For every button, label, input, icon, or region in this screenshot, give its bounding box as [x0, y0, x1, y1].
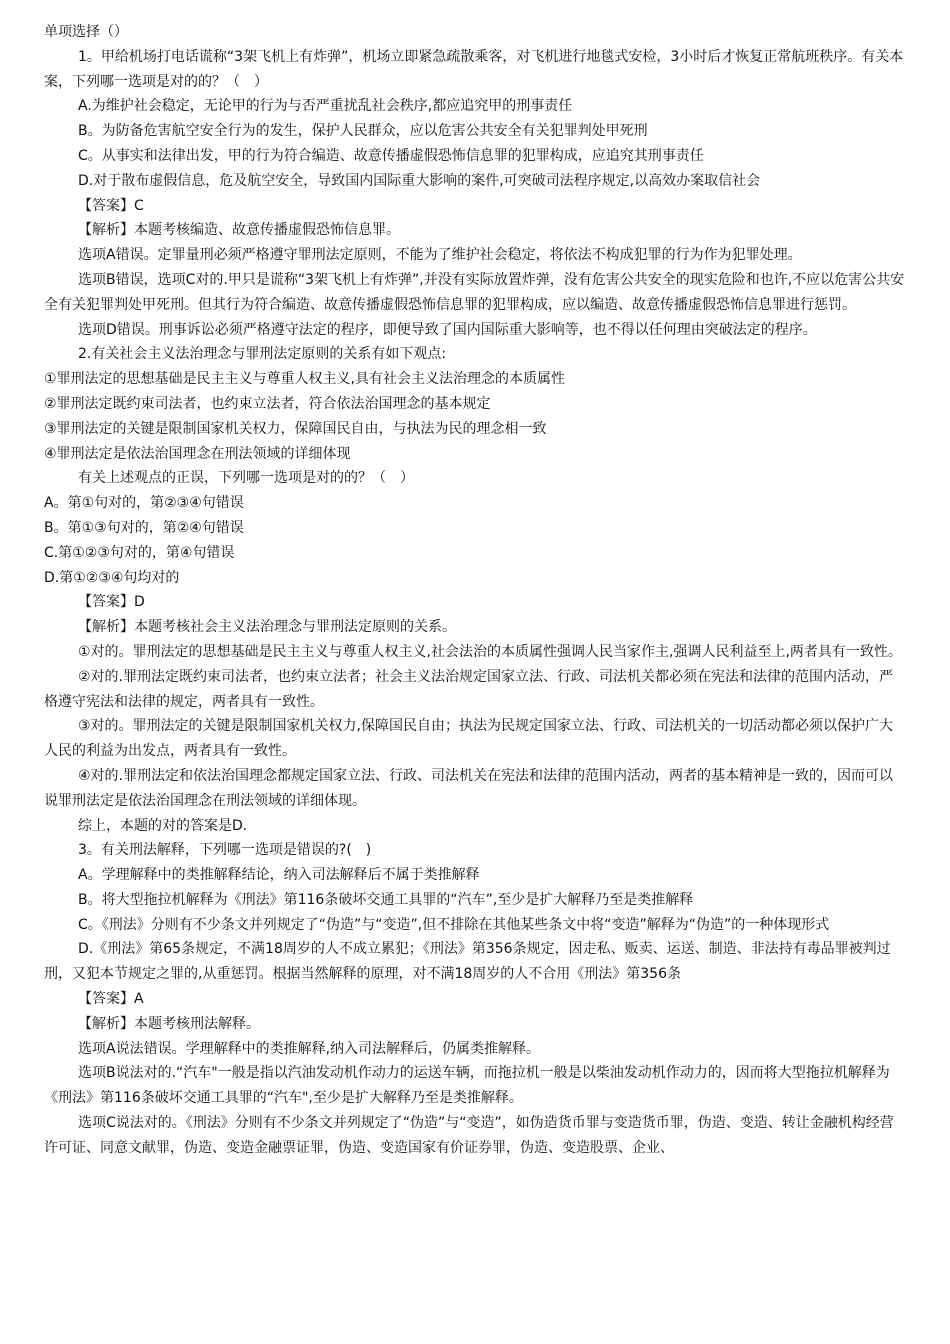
text-paragraph: D.《刑法》第65条规定，不满18周岁的人不成立累犯；《刑法》第356条规定，因走私、贩卖、运送、制造、非法持有毒品罪被判过刑，又犯本节规定之罪的,从重惩罚。根据当然解释的原理，对不满18周岁的人不合用《刑法》第356条	[44, 941, 891, 983]
text-paragraph: ①罪刑法定的思想基础是民主主义与尊重人权主义,具有社会主义法治理念的本质属性	[44, 371, 565, 388]
text-paragraph: 选项B错误，选项C对的.甲只是谎称“3架飞机上有炸弹”,并没有实际放置炸弹，没有危害公共安全的现实危险和也许,不应以危害公共安全有关犯罪判处甲死刑。但其行为符合编造、故意传播虚假恐怖信息罪的犯罪构成，应以编造、故意传播虚假恐怖信息罪进行惩罚。	[44, 271, 905, 313]
text-paragraph: A。第①句对的，第②③④句错误	[44, 495, 244, 512]
text-paragraph: 选项A说法错误。学理解释中的类推解释,纳入司法解释后，仍属类推解释。	[78, 1040, 541, 1057]
text-paragraph: 选项A错误。定罪量刑必须严格遵守罪刑法定原则，不能为了维护社会稳定，将依法不构成犯罪的行为作为犯罪处理。	[78, 247, 802, 264]
text-paragraph: ③罪刑法定的关键是限制国家机关权力，保障国民自由，与执法为民的理念相一致	[44, 420, 547, 437]
text-paragraph: ②对的.罪刑法定既约束司法者，也约束立法者；社会主义法治规定国家立法、行政、司法机关都必须在宪法和法律的范围内活动，严格遵守宪法和法律的规定，两者具有一致性。	[44, 668, 893, 710]
text-paragraph: 选项C说法对的。《刑法》分则有不少条文并列规定了“伪造”与“变造”，如伪造货币罪与变造货币罪，伪造、变造、转让金融机构经营许可证、同意文献罪，伪造、变造金融票证罪，伪造、变造国家有价证券罪，伪造、变造股票、企业、	[44, 1115, 894, 1156]
text-paragraph: A。学理解释中的类推解释结论，纳入司法解释后不属于类推解释	[78, 867, 480, 884]
text-paragraph: 【答案】A	[78, 991, 144, 1008]
text-paragraph: 选项B说法对的.“汽车"一般是指以汽油发动机作动力的运送车辆，而拖拉机一般是以柴油发动机作动力的，因而将大型拖拉机解释为《刑法》第116条破坏交通工具罪的“汽车",至少是扩大解释乃至是类推解释。	[44, 1065, 890, 1107]
text-paragraph: 1。甲给机场打电话谎称“3架飞机上有炸弹”，机场立即紧急疏散乘客，对飞机进行地毯式安检，3小时后才恢复正常航班秩序。有关本案，下列哪一选项是对的的？（ ）	[44, 48, 904, 90]
text-paragraph: C。《刑法》分则有不少条文并列规定了“伪造”与“变造”,但不排除在其他某些条文中将“变造”解释为“伪造”的一种体现形式	[78, 916, 830, 933]
text-paragraph: B。为防备危害航空安全行为的发生，保护人民群众，应以危害公共安全有关犯罪判处甲死刑	[78, 123, 648, 140]
text-paragraph: 综上，本题的对的答案是D.	[78, 817, 248, 834]
text-paragraph: ④对的.罪刑法定和依法治国理念都规定国家立法、行政、司法机关在宪法和法律的范围内活动，两者的基本精神是一致的，因而可以说罪刑法定是依法治国理念在刑法领域的详细体现。	[44, 767, 893, 809]
text-paragraph: C。从事实和法律出发，甲的行为符合编造、故意传播虚假恐怖信息罪的犯罪构成，应追究其刑事责任	[78, 147, 704, 164]
text-paragraph: 【答案】C	[78, 197, 144, 214]
text-paragraph: 【解析】本题考核编造、故意传播虚假恐怖信息罪。	[78, 222, 400, 239]
text-paragraph: ④罪刑法定是依法治国理念在刑法领域的详细体现	[44, 445, 351, 462]
text-paragraph: B。将大型拖拉机解释为《刑法》第116条破坏交通工具罪的“汽车”,至少是扩大解释乃至是类推解释	[78, 891, 694, 908]
text-paragraph: ③对的。罪刑法定的关键是限制国家机关权力,保障国民自由；执法为民规定国家立法、行政、司法机关的一切活动都必须以保护广大人民的利益为出发点，两者具有一致性。	[44, 718, 893, 760]
text-paragraph: 选项D错误。刑事诉讼必须严格遵守法定的程序，即便导致了国内国际重大影响等，也不得以任何理由突破法定的程序。	[78, 321, 817, 338]
text-paragraph: ②罪刑法定既约束司法者，也约束立法者，符合依法治国理念的基本规定	[44, 395, 491, 412]
text-paragraph: 3。有关刑法解释，下列哪一选项是错误的?( )	[78, 842, 372, 859]
text-paragraph: 【答案】D	[78, 594, 145, 611]
text-paragraph: 有关上述观点的正误，下列哪一选项是对的的？（ ）	[78, 470, 414, 487]
text-paragraph: 【解析】本题考核刑法解释。	[78, 1015, 260, 1032]
text-paragraph: D.对于散布虚假信息，危及航空安全，导致国内国际重大影响的案件,可突破司法程序规定,以高效办案取信社会	[78, 172, 761, 189]
text-paragraph: 2.有关社会主义法治理念与罪刑法定原则的关系有如下观点:	[78, 346, 447, 363]
text-paragraph: 【解析】本题考核社会主义法治理念与罪刑法定原则的关系。	[78, 619, 456, 636]
text-paragraph: A.为维护社会稳定，无论甲的行为与否严重扰乱社会秩序,都应追究甲的刑事责任	[78, 98, 573, 115]
text-paragraph: ①对的。罪刑法定的思想基础是民主主义与尊重人权主义,社会法治的本质属性强调人民当家作主,强调人民利益至上,两者具有一致性。	[78, 643, 902, 660]
text-paragraph: 单项选择（）	[44, 24, 128, 40]
text-paragraph: B。第①③句对的，第②④句错误	[44, 519, 244, 536]
text-paragraph: D.第①②③④句均对的	[44, 569, 180, 586]
text-paragraph: C.第①②③句对的，第④句错误	[44, 544, 235, 561]
